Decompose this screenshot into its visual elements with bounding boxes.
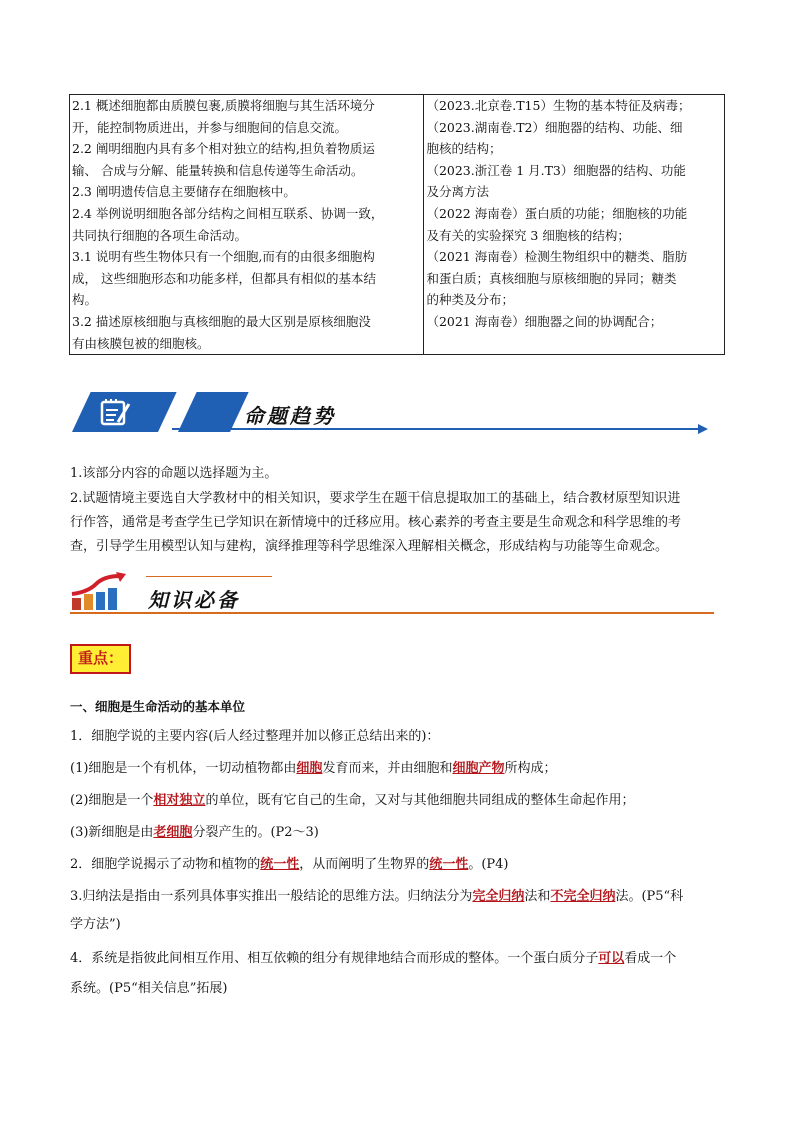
- text-run: 2．细胞学说揭示了动物和植物的: [70, 857, 261, 872]
- paragraph-line: 2.试题情境主要选自大学教材中的相关知识，要求学生在题干信息提取加工的基础上，结合教材原型知识进: [70, 491, 681, 506]
- table-line: 3.2 描述原核细胞与真核细胞的最大区别是原核细胞没: [72, 313, 371, 329]
- text-run: (3)新细胞是由: [70, 825, 154, 840]
- table-line: 2.3 阐明遗传信息主要储存在细胞核中。: [72, 184, 296, 200]
- table-line: 3.1 说明有些生物体只有一个细胞,而有的由很多细胞构: [72, 249, 375, 265]
- item-2: [70, 853, 730, 877]
- item-1b: [70, 789, 730, 813]
- item-1c: [70, 821, 730, 845]
- highlight-term: 细胞: [296, 761, 323, 776]
- item-3: [70, 885, 730, 909]
- section-header-knowledge: [70, 570, 720, 616]
- highlight-term: 相对独立: [153, 793, 206, 808]
- table-line: （2021 海南卷）检测生物组织中的糖类、脂肪: [426, 249, 688, 265]
- table-line: 胞核的结构；: [426, 141, 502, 157]
- text-run: 发育而来，并由细胞和: [322, 761, 453, 776]
- text-run: 4．系统是指彼此间相互作用、相互依赖的组分有规律地结合而形成的整体。一个蛋白质分子: [70, 951, 599, 966]
- table-line: （2023.湖南卷.T2）细胞器的结构、功能、细: [426, 119, 683, 135]
- highlight-term: 统一性: [429, 857, 469, 872]
- highlight-term: 统一性: [260, 857, 300, 872]
- item-1: 1．细胞学说的主要内容(后人经过整理并加以修正总结出来的)：: [70, 729, 440, 744]
- text-run: (2)细胞是一个: [70, 793, 154, 808]
- header-rule-arrow: [698, 424, 708, 434]
- text-run: 法和: [524, 889, 551, 904]
- table-line: 输、 合成与分解、能量转换和信息传递等生命活动。: [72, 162, 364, 178]
- table-line: 及有关的实验探究 3 细胞核的结构；: [426, 227, 630, 243]
- section-header-trend: [72, 390, 712, 440]
- highlight-term: 可以: [598, 951, 625, 966]
- standards-table: [69, 94, 725, 355]
- table-line: 成， 这些细胞形态和功能多样，但都具有相似的基本结: [72, 270, 376, 286]
- paragraph-line: 行作答，通常是考查学生已学知识在新情境中的迁移应用。核心素养的考查主要是生命观念和科学思维的考: [70, 515, 682, 530]
- header-rule: [70, 612, 714, 614]
- item-3-continued: 学方法”): [70, 917, 121, 932]
- table-line: 有由核膜包被的细胞核。: [72, 335, 210, 351]
- growth-chart-icon: [70, 572, 130, 612]
- table-line: 共同执行细胞的各项生命活动。: [72, 227, 248, 243]
- text-run: 看成一个: [624, 951, 677, 966]
- table-line: 及分离方法: [426, 184, 489, 200]
- highlight-term: 细胞产物: [452, 761, 505, 776]
- heading-cell-unit: 一、细胞是生命活动的基本单位: [70, 699, 246, 714]
- table-line: （2022 海南卷）蛋白质的功能；细胞核的功能: [426, 205, 688, 221]
- section-title: 知识必备: [148, 588, 240, 612]
- highlight-term: 不完全归纳: [550, 889, 616, 904]
- table-row: [70, 95, 725, 355]
- table-line: （2023.浙江卷 1 月.T3）细胞器的结构、功能: [426, 162, 686, 178]
- header-rule: [172, 428, 702, 430]
- paragraph-line: 查，引导学生用模型认知与建构，演绎推理等科学思维深入理解相关概念，形成结构与功能等生命观念。: [70, 539, 669, 554]
- trend-point-2: [70, 487, 726, 559]
- keypoint-label: 重点：: [70, 644, 131, 674]
- curriculum-requirements-cell: [70, 95, 424, 355]
- table-line: 开，能控制物质进出，并参与细胞间的信息交流。: [72, 119, 348, 135]
- text-run: 3.归纳法是指由一系列具体事实推出一般结论的思维方法。归纳法分为: [70, 889, 473, 904]
- exam-references-cell: [424, 95, 725, 355]
- table-line: （2021 海南卷）细胞器之间的协调配合；: [426, 313, 663, 329]
- item-4: [70, 947, 730, 971]
- table-line: 和蛋白质；真核细胞与原核细胞的异同；糖类: [426, 270, 677, 286]
- table-line: （2023.北京卷.T15）生物的基本特征及病毒；: [426, 98, 691, 113]
- text-run: 的单位，既有它自己的生命，又对与其他细胞共同组成的整体生命起作用；: [205, 793, 635, 808]
- header-topline: [146, 576, 272, 577]
- text-run: 。(P4): [468, 857, 509, 872]
- item-4-continued: 系统。(P5“相关信息”拓展): [70, 981, 228, 996]
- text-run: 分裂产生的。(P2～3): [192, 825, 319, 840]
- text-run: (1)细胞是一个有机体，一切动植物都由: [70, 761, 297, 776]
- trend-point-1: 1.该部分内容的命题以选择题为主。: [70, 466, 278, 481]
- table-line: 2.2 阐明细胞内具有多个相对独立的结构,担负着物质运: [72, 141, 375, 157]
- table-line: 构。: [72, 292, 98, 308]
- text-run: 所构成；: [504, 761, 557, 776]
- table-line: 2.4 举例说明细胞各部分结构之间相互联系、协调一致，: [72, 205, 384, 221]
- highlight-term: 老细胞: [153, 825, 193, 840]
- text-run: 法。(P5“科: [615, 889, 684, 904]
- section-title: 命题趋势: [244, 404, 336, 428]
- table-line: 2.1 概述细胞都由质膜包裹,质膜将细胞与其生活环境分: [72, 98, 375, 113]
- notepad-pencil-icon: [96, 398, 140, 428]
- text-run: ，从而阐明了生物界的: [299, 857, 430, 872]
- table-line: 的种类及分布；: [426, 292, 514, 308]
- item-1a: [70, 757, 730, 781]
- highlight-term: 完全归纳: [472, 889, 525, 904]
